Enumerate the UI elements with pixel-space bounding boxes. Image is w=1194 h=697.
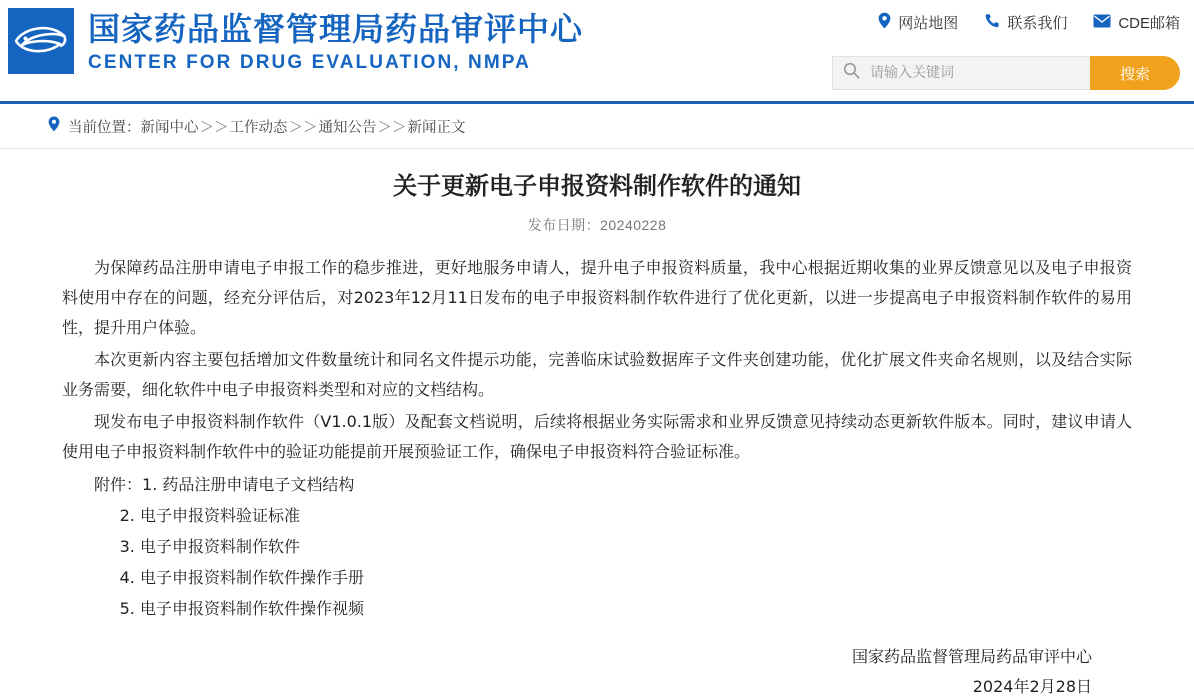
article-paragraph: 为保障药品注册申请电子申报工作的稳步推进，更好地服务申请人，提升电子申报资料质量，我中心根据近期收集的业界反馈意见以及电子申报资料使用中存在的问题，经充分评估后，对2023年12月11日发布的电子申报资料制作软件进行了优化更新，以进一步提高电子申报资料制作软件的易用性，提升用户体验。 — [62, 258, 1132, 337]
location-pin-icon — [48, 116, 60, 136]
attachment-item[interactable]: 3. 电子申报资料制作软件 — [119, 537, 300, 556]
link-cde-mail-label: CDE邮箱 — [1118, 15, 1180, 32]
link-cde-mail[interactable] — [1093, 12, 1180, 33]
attachment-item[interactable]: 1. 药品注册申请电子文档结构 — [142, 475, 355, 494]
brand-title-en: CENTER FOR DRUG EVALUATION, NMPA — [88, 52, 531, 73]
search-button[interactable]: 搜索 — [1090, 56, 1180, 90]
signature-date: 2024年2月28日 — [972, 677, 1092, 696]
article-signature — [62, 642, 1132, 697]
search-input[interactable] — [868, 64, 1080, 82]
attachment-list — [62, 469, 1132, 624]
breadcrumb-separator: ＞＞ — [377, 119, 407, 136]
mail-icon — [1093, 14, 1111, 32]
article-body — [62, 253, 1132, 624]
publish-date-value: 20240228 — [600, 217, 667, 233]
signature-organization: 国家药品监督管理局药品审评中心 — [851, 647, 1092, 666]
breadcrumb — [0, 104, 1194, 149]
location-pin-icon — [878, 12, 891, 33]
attachment-row-5 — [62, 593, 1132, 624]
brand-title-cn: 国家药品监督管理局药品审评中心 — [88, 10, 584, 48]
header-utility-links — [878, 12, 1180, 33]
phone-icon — [984, 13, 1000, 33]
site-search — [832, 56, 1180, 90]
attachment-item[interactable]: 4. 电子申报资料制作软件操作手册 — [119, 568, 364, 587]
breadcrumb-item-article[interactable]: 新闻正文 — [407, 119, 466, 136]
breadcrumb-item-news-center[interactable]: 新闻中心 — [140, 119, 199, 136]
link-contact-us-label: 联系我们 — [1007, 15, 1068, 32]
page-title: 关于更新电子申报资料制作软件的通知 — [393, 172, 801, 200]
publish-date-label: 发布日期： — [527, 217, 601, 233]
article-paragraph: 现发布电子申报资料制作软件（V1.0.1版）及配套文档说明，后续将根据业务实际需求和业界反馈意见持续动态更新软件版本。同时，建议申请人使用电子申报资料制作软件中的验证功能提前开展预验证工作，确保电子申报资料符合验证标准。 — [62, 412, 1132, 461]
breadcrumb-trail — [68, 116, 466, 137]
attachment-row-2 — [62, 500, 1132, 531]
article-paragraph: 本次更新内容主要包括增加文件数量统计和同名文件提示功能，完善临床试验数据库子文件夹创建功能，优化扩展文件夹命名规则，以及结合实际业务需要，细化软件中电子申报资料类型和对应的文档结构。 — [62, 350, 1132, 399]
site-brand[interactable] — [8, 6, 583, 76]
publish-date — [62, 215, 1132, 235]
site-header — [0, 0, 1194, 104]
link-contact-us[interactable] — [984, 12, 1067, 33]
search-icon — [843, 62, 860, 84]
cde-fish-logo — [8, 8, 74, 74]
attachment-row-1 — [62, 469, 1132, 500]
link-site-map[interactable] — [878, 12, 958, 33]
attachment-item[interactable]: 2. 电子申报资料验证标准 — [119, 506, 300, 525]
breadcrumb-separator: ＞＞ — [288, 119, 318, 136]
breadcrumb-separator: ＞＞ — [199, 119, 229, 136]
breadcrumb-prefix: 当前位置： — [68, 119, 141, 136]
search-input-wrap[interactable] — [832, 56, 1090, 90]
link-site-map-label: 网站地图 — [898, 15, 959, 32]
attachments-label: 附件： — [94, 475, 143, 494]
attachment-row-4 — [62, 562, 1132, 593]
breadcrumb-item-work-updates[interactable]: 工作动态 — [229, 119, 288, 136]
attachment-item[interactable]: 5. 电子申报资料制作软件操作视频 — [119, 599, 364, 618]
attachment-row-3 — [62, 531, 1132, 562]
article — [0, 149, 1194, 697]
breadcrumb-item-announcements[interactable]: 通知公告 — [318, 119, 377, 136]
